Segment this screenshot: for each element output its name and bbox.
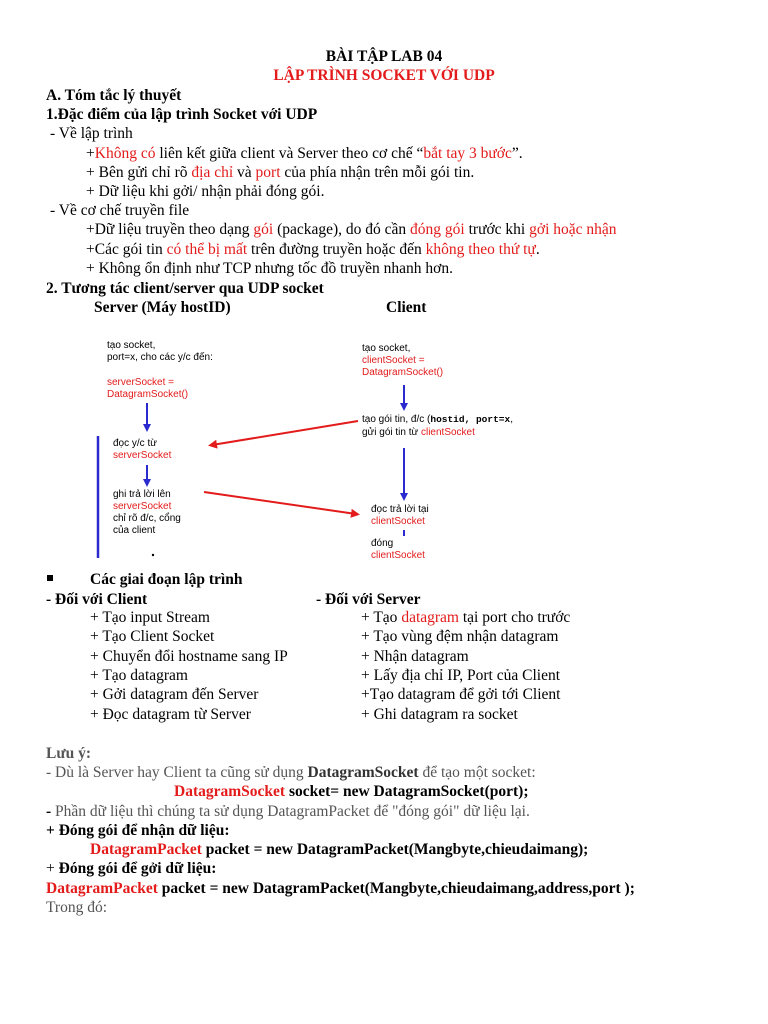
where-label: Trong đó: bbox=[46, 899, 108, 916]
programming-subheading: - Về lập trình bbox=[50, 125, 133, 142]
note-datagrampacket: - Phần dữ liệu thì chúng ta sử dụng DatagramPacket để "đóng gói" dữ liệu lại. bbox=[46, 803, 530, 820]
list-item: + Tạo Client Socket bbox=[90, 628, 215, 645]
server-column-label: Server (Máy hostID) bbox=[94, 299, 231, 316]
list-item: + Chuyển đổi hostname sang IP bbox=[90, 648, 288, 665]
note-heading: Lưu ý: bbox=[46, 745, 92, 762]
server-write-reply-text: ghi trả lời lên serverSocket chỉ rõ đ/c, cổng của client bbox=[113, 489, 181, 536]
bullet-no-connection: +Không có liên kết giữa client và Server theo cơ chế “bắt tay 3 bước”. bbox=[86, 145, 523, 162]
send-heading: + Đóng gói để gởi dữ liệu: bbox=[46, 860, 217, 877]
server-read-request-text: đọc y/c từ serverSocket bbox=[113, 438, 172, 461]
section-1-heading: 1.Đặc điểm của lập trình Socket với UDP bbox=[46, 106, 318, 123]
receive-heading: + Đóng gói để nhận dữ liệu: bbox=[46, 822, 230, 839]
list-item: + Tạo input Stream bbox=[90, 609, 210, 626]
bullet-packaging: + Dữ liệu khi gởi/ nhận phải đóng gói. bbox=[86, 183, 325, 200]
note-datagramsocket: - Dù là Server hay Client ta cũng sử dụng DatagramSocket để tạo một socket: bbox=[46, 764, 536, 781]
code-send-packet: DatagramPacket packet = new DatagramPacket(Mangbyte,chieudaimang,address,port ); bbox=[46, 880, 635, 897]
transfer-subheading: - Về cơ chế truyền file bbox=[50, 202, 190, 219]
client-close-text: đóng clientSocket bbox=[371, 538, 425, 559]
client-column-label: Client bbox=[386, 299, 427, 316]
list-item: + Ghi datagram ra socket bbox=[361, 706, 518, 723]
page-title: BÀI TẬP LAB 04 bbox=[325, 48, 443, 65]
client-phase-heading: - Đối với Client bbox=[46, 591, 148, 608]
server-phase-heading: - Đối với Server bbox=[316, 591, 421, 608]
list-item: + Đọc datagram từ Server bbox=[90, 706, 251, 723]
list-item: + Gởi datagram đến Server bbox=[90, 686, 259, 703]
client-create-packet-text: tạo gói tin, đ/c (hostid, port=x, gửi gói tin từ clientSocket bbox=[362, 414, 513, 438]
list-item: + Tạo vùng đệm nhận datagram bbox=[361, 628, 559, 645]
phases-bullet-icon bbox=[47, 575, 53, 581]
bullet-packet-loss: +Các gói tin có thể bị mất trên đường truyền hoặc đến không theo thứ tự. bbox=[86, 241, 540, 258]
code-receive-packet: DatagramPacket packet = new DatagramPacket(Mangbyte,chieudaimang); bbox=[90, 841, 589, 858]
client-create-socket-text: tạo socket, clientSocket = DatagramSocket() bbox=[362, 343, 444, 378]
page-subtitle: LẬP TRÌNH SOCKET VỚI UDP bbox=[273, 67, 495, 84]
list-item: + Tạo datagram tại port cho trước bbox=[361, 609, 571, 626]
list-item: +Tạo datagram để gởi tới Client bbox=[361, 686, 561, 703]
server-socket-code: serverSocket = DatagramSocket() bbox=[107, 377, 189, 400]
list-item: + Lấy địa chỉ IP, Port của Client bbox=[361, 667, 561, 684]
list-item: + Tạo datagram bbox=[90, 667, 188, 684]
phases-heading: Các giai đoạn lập trình bbox=[90, 571, 243, 588]
section-2-heading: 2. Tương tác client/server qua UDP socket bbox=[46, 280, 324, 297]
server-create-socket-text: tạo socket, port=x, cho các y/c đến: bbox=[107, 340, 213, 363]
client-read-reply-text: đọc trả lời tại clientSocket bbox=[371, 504, 429, 527]
bullet-packet-form: +Dữ liệu truyền theo dạng gói (package), do đó cần đóng gói trước khi gởi hoặc nhận bbox=[86, 221, 617, 238]
list-item: + Nhận datagram bbox=[361, 648, 469, 665]
code-datagramsocket: DatagramSocket socket= new DatagramSocket(port); bbox=[174, 783, 529, 800]
bullet-speed: + Không ổn định như TCP nhưng tốc đồ truyền nhanh hơn. bbox=[86, 260, 453, 277]
section-a-heading: A. Tóm tắc lý thuyết bbox=[46, 87, 182, 104]
bullet-address-port: + Bên gửi chỉ rõ địa chỉ và port của phía nhận trên mỗi gói tin. bbox=[86, 164, 475, 181]
